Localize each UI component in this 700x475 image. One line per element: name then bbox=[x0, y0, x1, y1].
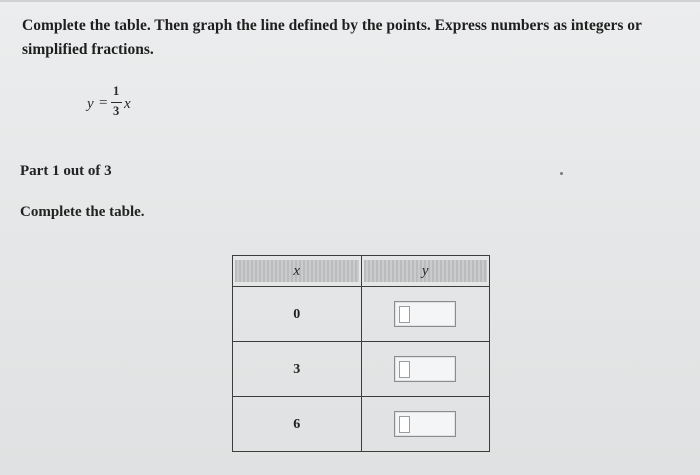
y-cell bbox=[361, 342, 490, 397]
table-header-row bbox=[233, 256, 490, 287]
table-row bbox=[233, 342, 490, 397]
equation-variable: x bbox=[124, 96, 131, 112]
x-value: 6 bbox=[293, 417, 301, 432]
input-caret bbox=[399, 306, 410, 323]
y-cell bbox=[361, 397, 490, 452]
header-y-cell bbox=[361, 256, 490, 287]
table-row bbox=[233, 397, 490, 452]
section-label: Complete the table. bbox=[20, 204, 145, 220]
x-value: 3 bbox=[293, 362, 301, 377]
x-value: 0 bbox=[293, 307, 301, 322]
xy-table bbox=[232, 255, 490, 452]
x-cell bbox=[233, 342, 362, 397]
input-caret bbox=[399, 416, 410, 433]
equation-lhs: y bbox=[87, 96, 94, 112]
equation-equals: = bbox=[99, 95, 108, 111]
y-input-row-1[interactable] bbox=[394, 301, 456, 327]
x-cell bbox=[233, 397, 362, 452]
header-y: y bbox=[364, 260, 488, 282]
header-x-cell bbox=[233, 256, 362, 287]
part-label: Part 1 out of 3 bbox=[20, 163, 112, 179]
instructions-text: Complete the table. Then graph the line defined by the points. Express numbers as integers or simplified fractions. bbox=[22, 17, 642, 58]
y-input-row-3[interactable] bbox=[394, 411, 456, 437]
top-divider bbox=[0, 0, 700, 2]
equation bbox=[87, 84, 147, 126]
y-cell bbox=[361, 287, 490, 342]
x-cell bbox=[233, 287, 362, 342]
fraction-denominator: 3 bbox=[113, 104, 120, 118]
table-row bbox=[233, 287, 490, 342]
input-caret bbox=[399, 361, 410, 378]
stray-dot bbox=[560, 172, 563, 175]
fraction-bar bbox=[111, 102, 122, 103]
y-input-row-2[interactable] bbox=[394, 356, 456, 382]
header-x: x bbox=[235, 260, 359, 282]
fraction-numerator: 1 bbox=[113, 84, 120, 98]
